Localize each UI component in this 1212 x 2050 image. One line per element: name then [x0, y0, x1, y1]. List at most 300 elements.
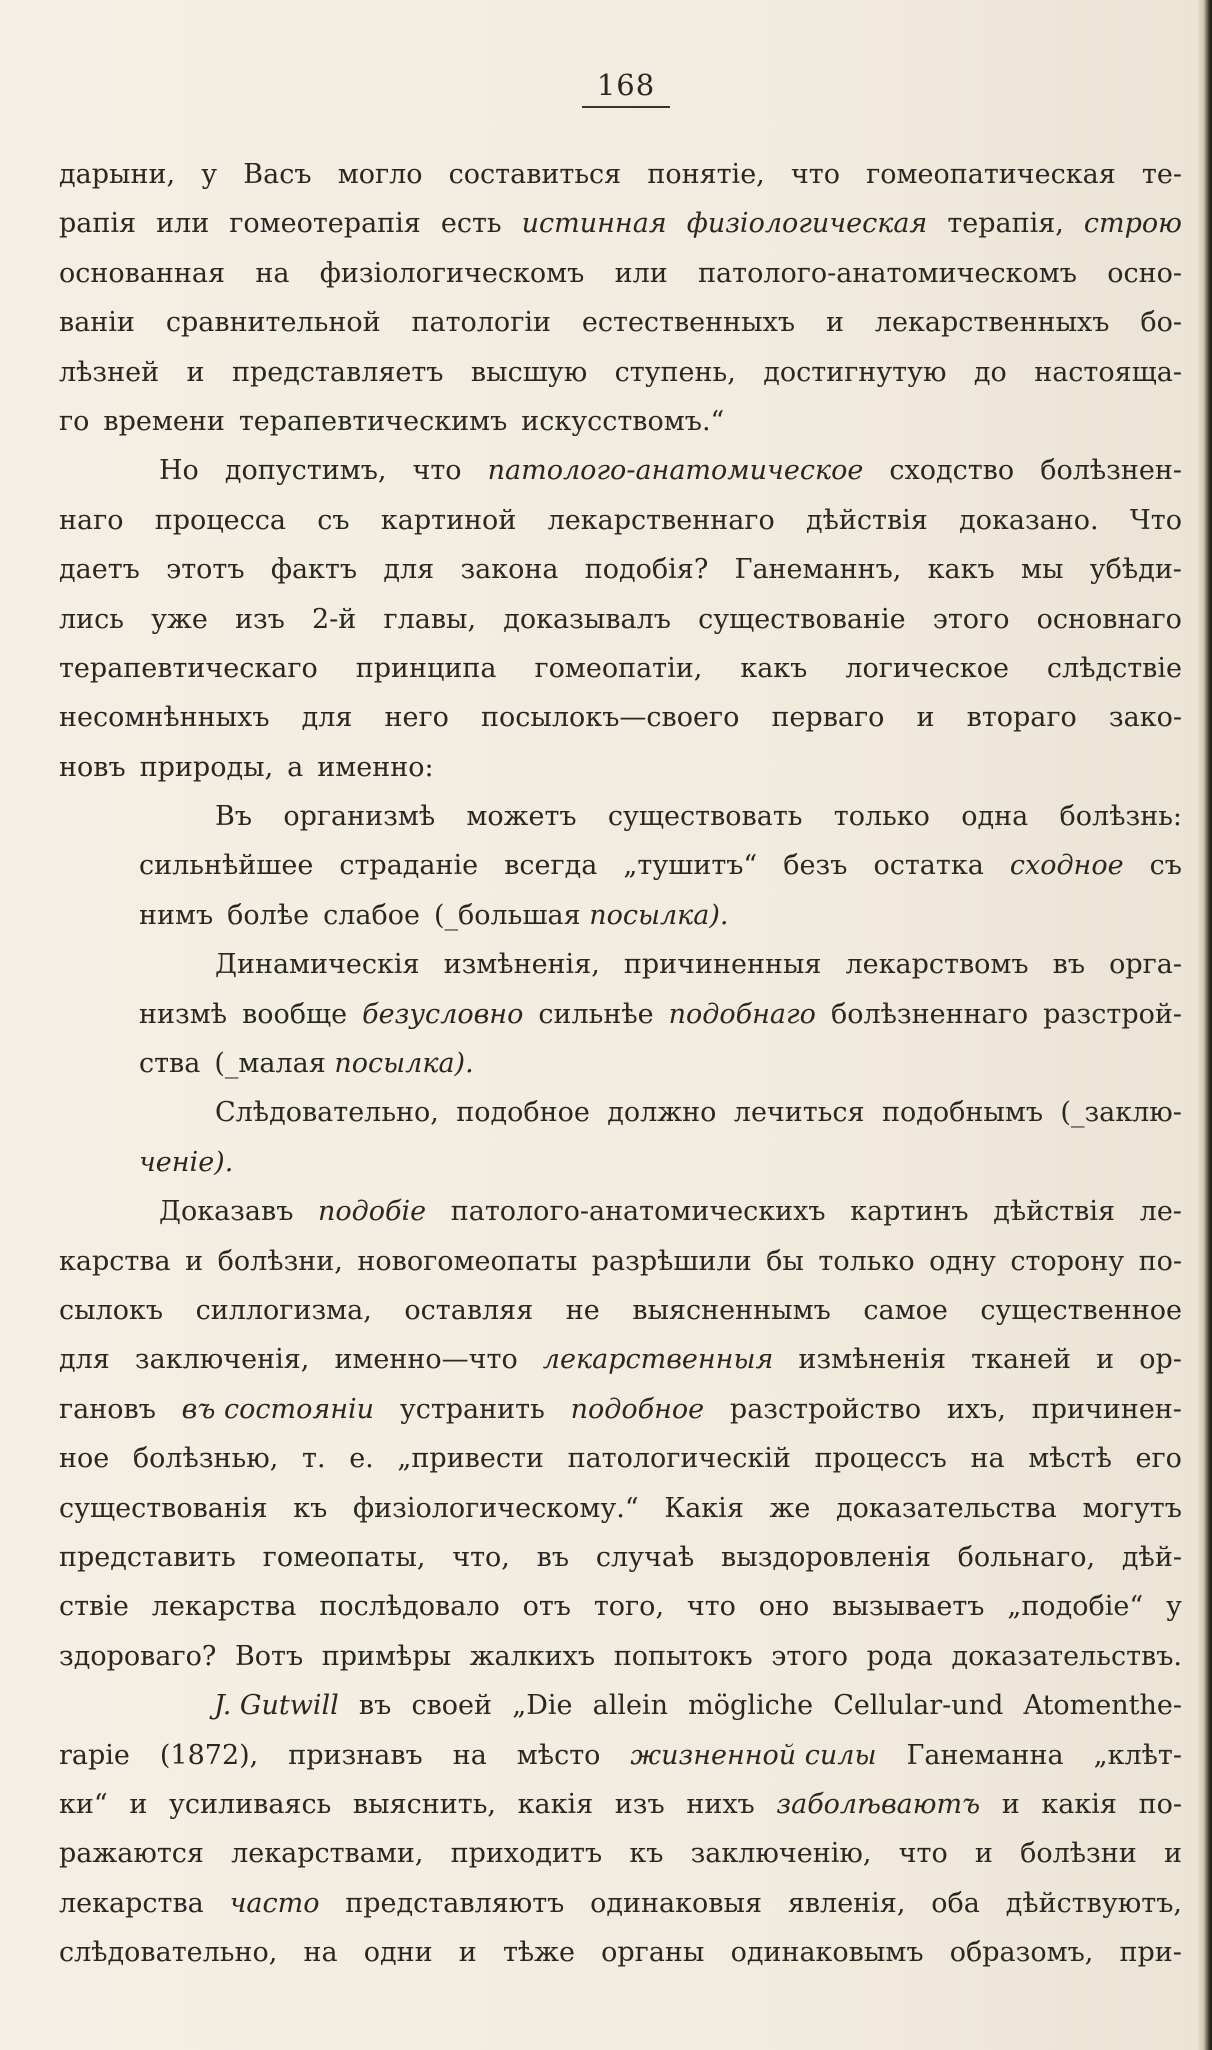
word: Какія: [664, 1492, 744, 1524]
word: представить: [59, 1541, 236, 1573]
word: слабое: [323, 899, 420, 931]
word: и: [185, 1245, 204, 1277]
text-line: [59, 1434, 1182, 1483]
word: оставляя: [404, 1294, 534, 1326]
word: времени: [103, 405, 225, 437]
word: лекарственнаго: [547, 504, 775, 536]
word: зако-: [1108, 702, 1182, 734]
word: на: [452, 1739, 487, 1771]
word: при-: [1119, 1937, 1182, 1969]
word: въ состояніи: [181, 1393, 375, 1425]
word: физiологическая: [686, 208, 928, 240]
word: болѣзнь:: [1059, 801, 1182, 833]
text-line: [59, 1286, 1182, 1335]
word: болѣзненнаго: [830, 998, 1029, 1030]
word: существованія: [59, 1492, 268, 1524]
word: Ганеманна: [906, 1739, 1064, 1771]
word: жалкихъ: [469, 1640, 596, 1672]
word: выздоровленія: [721, 1541, 931, 1573]
word: понятіе,: [647, 159, 765, 190]
word: заключенія,: [134, 1344, 310, 1376]
word: J. Gutwill: [214, 1690, 339, 1722]
text-line: [59, 1138, 1182, 1187]
word: сходное: [1009, 850, 1124, 882]
word: къ: [629, 1838, 664, 1870]
word: терапевтическаго: [59, 652, 318, 684]
word: силлогизма,: [195, 1294, 372, 1326]
text-line: [59, 1582, 1182, 1631]
word: подобіе: [318, 1196, 427, 1228]
text-line: [59, 1879, 1182, 1928]
word: терапія,: [947, 208, 1064, 240]
word: сильнѣйшее: [139, 850, 314, 882]
word: органы: [601, 1937, 705, 1969]
word: составиться: [448, 159, 622, 190]
word: этого: [771, 1640, 849, 1672]
word: примѣры: [321, 1640, 452, 1672]
page-number: 168: [582, 68, 670, 108]
word: орга-: [1109, 949, 1182, 981]
word: подобнаго: [668, 998, 816, 1030]
word: болѣе: [227, 899, 310, 931]
word: фактъ: [270, 554, 358, 586]
word: (_малая посылка).: [214, 1048, 474, 1080]
word: именно—что: [334, 1344, 518, 1376]
word: „подобіе“: [1007, 1591, 1144, 1623]
word: мы: [1020, 554, 1064, 586]
word: сравнительной: [165, 307, 381, 339]
text-line: [59, 841, 1182, 890]
word: могло: [337, 159, 423, 190]
word: ства: [139, 1048, 201, 1080]
word: измѣненія: [798, 1344, 947, 1376]
word: гомеопатическая: [866, 159, 1116, 190]
word: какъ: [740, 652, 808, 684]
word: процессъ: [814, 1443, 947, 1475]
word: (_большая посылка).: [433, 899, 729, 931]
word: или: [614, 257, 668, 289]
word: въ: [1052, 949, 1086, 981]
word: болѣзни: [1020, 1838, 1137, 1870]
text-line: [59, 150, 1182, 199]
word: безъ: [783, 850, 848, 882]
word: измѣненія,: [443, 949, 600, 981]
word: своей: [411, 1690, 493, 1722]
word: дѣйствуютъ,: [1005, 1887, 1182, 1919]
word: попытокъ: [613, 1640, 753, 1672]
word: болѣзнью,: [132, 1443, 279, 1475]
word: принципа: [355, 652, 497, 684]
word: съ: [317, 504, 350, 536]
text-line: [59, 1780, 1182, 1829]
word: Cellular-und: [833, 1690, 1004, 1722]
word: Динамическія: [215, 949, 420, 981]
word: разрѣшили: [591, 1245, 752, 1277]
word: именно:: [317, 751, 434, 783]
text-line: [59, 693, 1182, 742]
word: слѣдовательно,: [59, 1937, 278, 1969]
word: только: [818, 1245, 915, 1277]
word: и: [186, 356, 205, 388]
word: основанная: [59, 257, 226, 289]
word: рапія: [59, 208, 137, 240]
word: признавъ: [288, 1739, 423, 1771]
text-line: [59, 446, 1182, 495]
word: логическое: [845, 652, 1009, 684]
word: патолого-анатомическомъ: [698, 257, 1077, 289]
word: на: [255, 257, 290, 289]
word: го: [59, 405, 90, 437]
text-line: [59, 1237, 1182, 1286]
word: новогомеопаты: [357, 1245, 578, 1277]
word: физіологическомъ: [319, 257, 585, 289]
word: что: [412, 455, 462, 487]
word: усиливаясь: [168, 1788, 332, 1820]
word: гановъ: [59, 1393, 156, 1425]
body-text: [59, 150, 1182, 1977]
word: уже: [151, 603, 208, 635]
word: дѣйствія: [993, 1196, 1116, 1228]
word: патолого-анатомическихъ: [450, 1196, 826, 1228]
word: патолого-анатомическое: [487, 455, 864, 487]
word: бы: [766, 1245, 804, 1277]
word: и: [458, 1937, 477, 1969]
word: ор-: [1139, 1344, 1182, 1376]
word: причиненныя: [623, 949, 822, 981]
word: терапевтическимъ: [238, 405, 508, 437]
word: подобія?: [584, 554, 709, 586]
word: сторону: [1010, 1245, 1125, 1277]
word: тканей: [971, 1344, 1072, 1376]
text-line: [59, 1385, 1182, 1434]
word: рода: [866, 1640, 933, 1672]
word: главы,: [383, 603, 477, 635]
text-line: [59, 743, 1182, 792]
word: ваніи: [59, 307, 135, 339]
text-line: [59, 249, 1182, 298]
page-edge: [1198, 0, 1212, 2050]
word: можетъ: [466, 801, 577, 833]
word: настояща-: [1034, 356, 1182, 388]
word: мѣсто: [516, 1739, 601, 1771]
word: новъ: [59, 751, 126, 783]
word: заключенію,: [690, 1838, 872, 1870]
word: и: [1001, 1788, 1020, 1820]
word: основнаго: [1036, 603, 1182, 635]
word: до: [973, 356, 1007, 388]
word: ченіе).: [139, 1146, 234, 1178]
word: природы,: [139, 751, 274, 783]
word: и: [974, 1838, 993, 1870]
word: подобное: [456, 1097, 590, 1129]
word: его: [1135, 1443, 1182, 1475]
word: оба: [931, 1887, 980, 1919]
text-line: [59, 1039, 1182, 1088]
word: представляютъ: [345, 1887, 565, 1919]
word: ки“: [59, 1788, 108, 1820]
word: и: [916, 702, 935, 734]
word: 2-й: [312, 603, 357, 635]
word: самое: [863, 1294, 948, 1326]
word: нихъ: [686, 1788, 755, 1820]
word: вызываетъ: [832, 1591, 985, 1623]
word: часто: [229, 1887, 320, 1919]
word: болѣзнен-: [1040, 455, 1182, 487]
word: одни: [363, 1937, 433, 1969]
text-line: [59, 397, 1182, 446]
word: сылокъ: [59, 1294, 164, 1326]
word: лекарственныя: [542, 1344, 774, 1376]
word: всегда: [504, 850, 598, 882]
word: организмѣ: [283, 801, 436, 833]
word: (_заклю-: [1060, 1097, 1182, 1129]
word: патологическій: [567, 1443, 791, 1475]
word: не: [565, 1294, 600, 1326]
word: по-: [1138, 1245, 1182, 1277]
word: разстрой-: [1043, 998, 1182, 1030]
word: лекарства: [151, 1591, 297, 1623]
text-line: [59, 1681, 1182, 1730]
text-line: [59, 990, 1182, 1039]
word: нимъ: [139, 899, 214, 931]
word: дѣйствія: [806, 504, 928, 536]
word: доказательства: [836, 1492, 1057, 1524]
word: тѣже: [502, 1937, 575, 1969]
word: ступень,: [614, 356, 736, 388]
text-line: [59, 1187, 1182, 1236]
word: одну: [929, 1245, 996, 1277]
word: должно: [607, 1097, 717, 1129]
word: или: [156, 208, 210, 240]
word: доказано.: [959, 504, 1099, 536]
word: существенное: [980, 1294, 1182, 1326]
word: слѣдствіе: [1046, 652, 1182, 684]
text-line: [59, 1533, 1182, 1582]
word: больнаго,: [957, 1541, 1096, 1573]
word: какъ: [927, 554, 995, 586]
word: Васъ: [243, 159, 312, 190]
word: е.: [349, 1443, 374, 1475]
word: только: [833, 801, 930, 833]
word: ствіе: [59, 1591, 129, 1623]
word: физiологическому.“: [352, 1492, 639, 1524]
word: карства: [59, 1245, 171, 1277]
word: разстройство: [729, 1393, 922, 1425]
word: перваго: [771, 702, 885, 734]
word: одна: [961, 801, 1029, 833]
word: въ: [358, 1690, 392, 1722]
word: гомеопаты,: [262, 1541, 426, 1573]
word: доказательствъ.: [951, 1640, 1182, 1672]
word: изъ: [234, 603, 285, 635]
text-line: [59, 644, 1182, 693]
word: втораго: [966, 702, 1077, 734]
word: лись: [59, 603, 124, 635]
word: болѣзни,: [217, 1245, 343, 1277]
word: же: [769, 1492, 811, 1524]
word: подобнымъ: [881, 1097, 1044, 1129]
word: убѣди-: [1089, 554, 1182, 586]
text-line: [59, 595, 1182, 644]
text-line: [59, 940, 1182, 989]
word: гомеотерапія: [229, 208, 421, 240]
word: allein: [592, 1690, 668, 1722]
word: доказывалъ: [503, 603, 671, 635]
word: отъ: [522, 1591, 571, 1623]
word: у: [1165, 1591, 1182, 1623]
word: изъ: [614, 1788, 665, 1820]
word: патологіи: [411, 307, 551, 339]
word: на: [303, 1937, 338, 1969]
word: лекарствами,: [231, 1838, 424, 1870]
word: а: [287, 751, 304, 783]
word: наго: [59, 504, 124, 536]
word: Atomenthe-: [1023, 1690, 1182, 1722]
word: что: [790, 159, 840, 190]
word: жизненной силы: [630, 1739, 877, 1771]
word: лѣзней: [59, 356, 160, 388]
word: истинная: [521, 208, 667, 240]
word: страданіе: [339, 850, 479, 882]
word: что: [686, 1591, 736, 1623]
word: него: [384, 702, 449, 734]
word: съ: [1149, 850, 1182, 882]
text-line: [59, 1731, 1182, 1780]
word: причинен-: [1031, 1393, 1182, 1425]
word: случаѣ: [595, 1541, 695, 1573]
word: заболѣваютъ: [776, 1788, 981, 1820]
word: какія: [1041, 1788, 1117, 1820]
word: этотъ: [166, 554, 245, 586]
word: Что: [1129, 504, 1182, 536]
word: ражаются: [59, 1838, 204, 1870]
word: въ: [536, 1541, 570, 1573]
word: и: [1163, 1838, 1182, 1870]
word: у: [201, 159, 218, 190]
word: посылокъ—своего: [481, 702, 740, 734]
word: картиной: [380, 504, 517, 536]
word: для: [383, 554, 435, 586]
word: и: [825, 307, 844, 339]
word: какія: [517, 1788, 594, 1820]
text-line: [59, 1484, 1182, 1533]
word: Въ: [215, 801, 253, 833]
text-line: [59, 792, 1182, 841]
word: Доказавъ: [159, 1196, 294, 1228]
word: что: [898, 1838, 948, 1870]
word: выяснить,: [352, 1788, 496, 1820]
word: лекарства: [59, 1887, 204, 1919]
word: выясненнымъ: [632, 1294, 831, 1326]
word: безусловно: [362, 998, 524, 1030]
word: для: [301, 702, 353, 734]
word: одинаковыя: [590, 1887, 762, 1919]
word: rapie: [59, 1739, 130, 1771]
word: естественныхъ: [581, 307, 796, 339]
word: Но: [159, 455, 199, 487]
word: явленія,: [787, 1887, 906, 1919]
word: ихъ,: [946, 1393, 1006, 1425]
text-line: [59, 1829, 1182, 1878]
word: послѣдовало: [319, 1591, 500, 1623]
text-line: [59, 496, 1182, 545]
word: ле-: [1139, 1196, 1182, 1228]
word: картинъ: [850, 1196, 969, 1228]
word: Ганеманнъ,: [734, 554, 902, 586]
word: „тушитъ“: [623, 850, 758, 882]
word: по-: [1138, 1788, 1182, 1820]
word: того,: [593, 1591, 665, 1623]
word: существовать: [607, 801, 803, 833]
word: могутъ: [1082, 1492, 1182, 1524]
word: мѣстѣ: [1028, 1443, 1112, 1475]
word: осно-: [1107, 257, 1182, 289]
word: оно: [758, 1591, 810, 1623]
word: высшую: [470, 356, 588, 388]
word: „привести: [397, 1443, 544, 1475]
word: несомнѣнныхъ: [59, 702, 270, 734]
word: mögliche: [688, 1690, 814, 1722]
word: лекарствомъ: [845, 949, 1029, 981]
word: здороваго?: [59, 1640, 217, 1672]
word: те-: [1141, 159, 1182, 190]
word: гомеопатіи,: [534, 652, 703, 684]
word: дарыни,: [59, 159, 176, 190]
text-line: [59, 545, 1182, 594]
word: этого: [932, 603, 1010, 635]
word: приходитъ: [450, 1838, 603, 1870]
word: искусствомъ.“: [521, 405, 725, 437]
text-line: [59, 1632, 1182, 1681]
text-line: [59, 298, 1182, 347]
text-line: [59, 891, 1182, 940]
word: одинаковымъ: [730, 1937, 924, 1969]
word: достигнутую: [763, 356, 947, 388]
word: „Die: [512, 1690, 573, 1722]
word: лекарственныхъ: [874, 307, 1110, 339]
word: лечиться: [733, 1097, 865, 1129]
word: подобное: [570, 1393, 705, 1425]
word: сильнѣе: [538, 998, 654, 1030]
text-line: [59, 348, 1182, 397]
word: бо-: [1140, 307, 1182, 339]
word: вообще: [242, 998, 348, 1030]
word: допустимъ,: [224, 455, 387, 487]
text-line: [59, 1928, 1182, 1977]
word: „клѣт-: [1093, 1739, 1182, 1771]
word: и: [129, 1788, 148, 1820]
text-line: [59, 199, 1182, 248]
word: Вотъ: [234, 1640, 304, 1672]
word: т.: [302, 1443, 326, 1475]
word: представляетъ: [231, 356, 444, 388]
word: устранить: [399, 1393, 545, 1425]
word: даетъ: [59, 554, 140, 586]
text-line: [59, 1088, 1182, 1137]
word: остатка: [873, 850, 984, 882]
word: существованіе: [698, 603, 906, 635]
word: процесса: [154, 504, 286, 536]
word: для: [59, 1344, 110, 1376]
word: сходство: [889, 455, 1015, 487]
word: что,: [452, 1541, 510, 1573]
word: и: [1096, 1344, 1115, 1376]
word: низмѣ: [139, 998, 228, 1030]
word: къ: [293, 1492, 328, 1524]
word: закона: [460, 554, 559, 586]
word: на: [970, 1443, 1005, 1475]
word: ное: [59, 1443, 110, 1475]
